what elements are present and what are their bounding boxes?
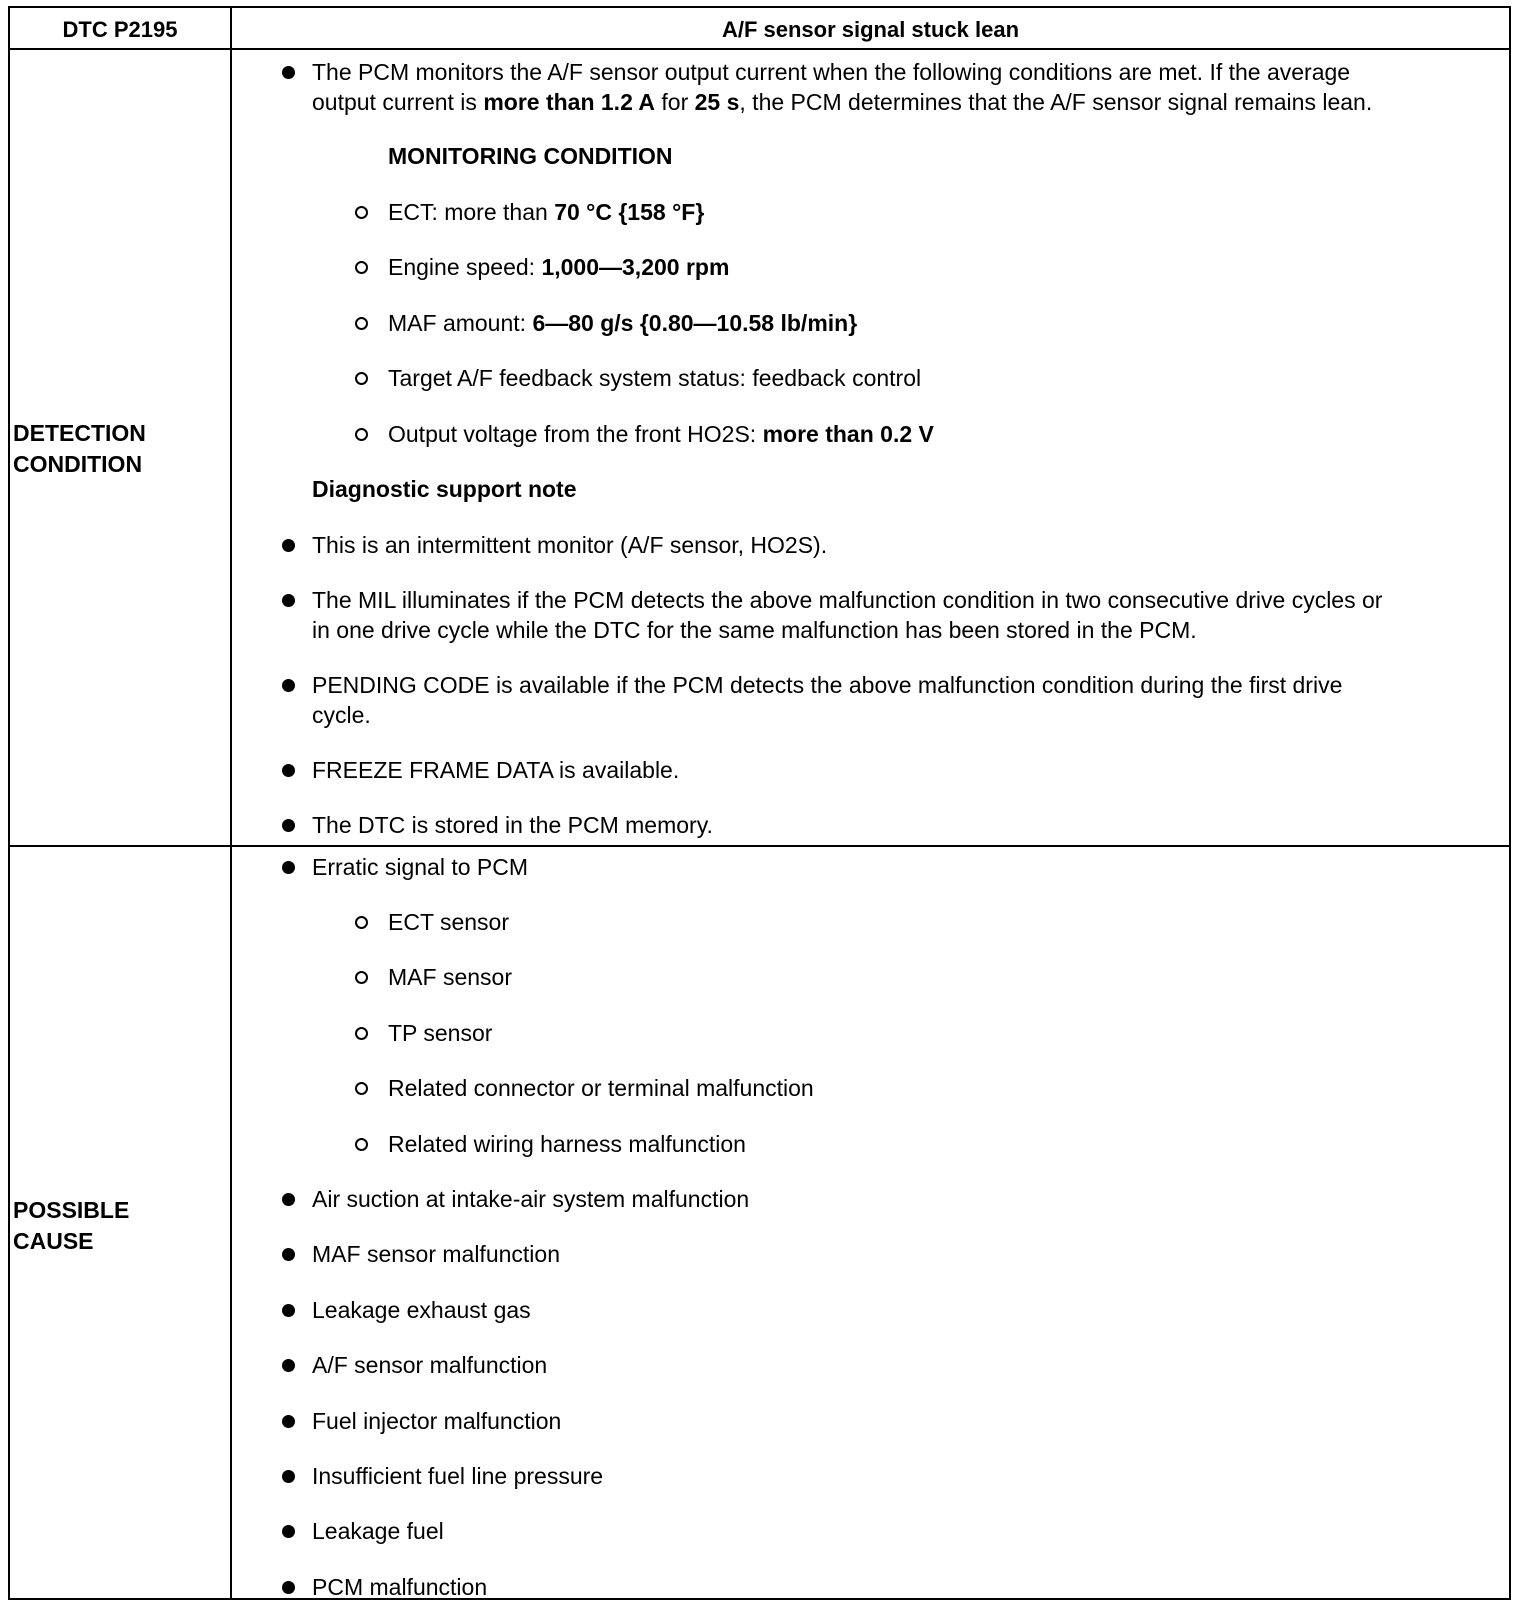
monitoring-condition-title: MONITORING CONDITION xyxy=(388,143,673,169)
circle-bullet-icon xyxy=(355,916,368,929)
sub-cause-item: MAF sensor xyxy=(388,964,512,990)
sub-cause-item: Related wiring harness malfunction xyxy=(388,1131,746,1157)
cause-item: A/F sensor malfunction xyxy=(312,1352,548,1378)
bullet-icon xyxy=(282,819,295,832)
bullet-icon xyxy=(282,764,295,777)
diagnostic-support-note-title: Diagnostic support note xyxy=(312,476,577,502)
bullet-icon xyxy=(282,1525,295,1538)
bullet-icon xyxy=(282,679,295,692)
bullet-icon xyxy=(282,1193,295,1206)
circle-bullet-icon xyxy=(355,317,368,330)
note-item: FREEZE FRAME DATA is available. xyxy=(312,757,680,783)
bullet-icon xyxy=(282,539,295,552)
cause-item: PCM malfunction xyxy=(312,1574,488,1600)
sub-cause-item: TP sensor xyxy=(388,1020,493,1046)
bullet-icon xyxy=(282,1248,295,1261)
circle-bullet-icon xyxy=(355,428,368,441)
cause-item: Erratic signal to PCM xyxy=(312,854,529,880)
cause-item: Fuel injector malfunction xyxy=(312,1408,562,1434)
circle-bullet-icon xyxy=(355,1027,368,1040)
dtc-title: A/F sensor signal stuck lean xyxy=(721,17,1020,42)
possible-cause-label: POSSIBLE CAUSE xyxy=(13,1197,130,1254)
bullet-icon xyxy=(282,1359,295,1372)
cause-item: Leakage exhaust gas xyxy=(312,1297,531,1323)
condition-item: Output voltage from the front HO2S: more than 0.2 V xyxy=(388,421,934,447)
note-item: The DTC is stored in the PCM memory. xyxy=(312,812,713,838)
note-item: PENDING CODE is available if the PCM detects the above malfunction condition during the first drive cycle. xyxy=(312,672,1343,728)
condition-item: Target A/F feedback system status: feedback control xyxy=(388,365,922,391)
circle-bullet-icon xyxy=(355,261,368,274)
dtc-code: DTC P2195 xyxy=(62,17,178,42)
bullet-icon xyxy=(282,1415,295,1428)
condition-item: Engine speed: 1,000—3,200 rpm xyxy=(388,254,730,280)
circle-bullet-icon xyxy=(355,1138,368,1151)
detection-condition-label: DETECTION CONDITION xyxy=(13,420,146,477)
bullet-icon xyxy=(282,1581,295,1594)
detection-intro: The PCM monitors the A/F sensor output current when the following conditions are met. If the average output current is more than 1.2 A for 25 s, the PCM determines that the A/F sensor signal remains lean. xyxy=(312,59,1373,115)
circle-bullet-icon xyxy=(355,372,368,385)
sub-cause-item: Related connector or terminal malfunction xyxy=(388,1075,814,1101)
bullet-icon xyxy=(282,1304,295,1317)
bullet-icon xyxy=(282,1470,295,1483)
note-item: This is an intermittent monitor (A/F sensor, HO2S). xyxy=(312,532,828,558)
circle-bullet-icon xyxy=(355,971,368,984)
sub-cause-item: ECT sensor xyxy=(388,909,510,935)
note-item: The MIL illuminates if the PCM detects the above malfunction condition in two consecutive drive cycles or in one drive cycle while the DTC for the same malfunction has been stored in the PCM. xyxy=(312,587,1383,643)
table-border xyxy=(8,6,1511,1600)
cause-item: Leakage fuel xyxy=(312,1518,444,1544)
condition-item: ECT: more than 70 °C {158 °F} xyxy=(388,199,705,225)
bullet-icon xyxy=(282,594,295,607)
column-divider xyxy=(230,6,232,1600)
bullet-icon xyxy=(282,66,295,79)
cause-item: Air suction at intake-air system malfunction xyxy=(312,1186,750,1212)
circle-bullet-icon xyxy=(355,206,368,219)
row-divider xyxy=(8,845,1511,847)
bullet-icon xyxy=(282,861,295,874)
condition-item: MAF amount: 6—80 g/s {0.80—10.58 lb/min} xyxy=(388,310,858,336)
cause-item: MAF sensor malfunction xyxy=(312,1241,560,1267)
circle-bullet-icon xyxy=(355,1082,368,1095)
cause-item: Insufficient fuel line pressure xyxy=(312,1463,604,1489)
